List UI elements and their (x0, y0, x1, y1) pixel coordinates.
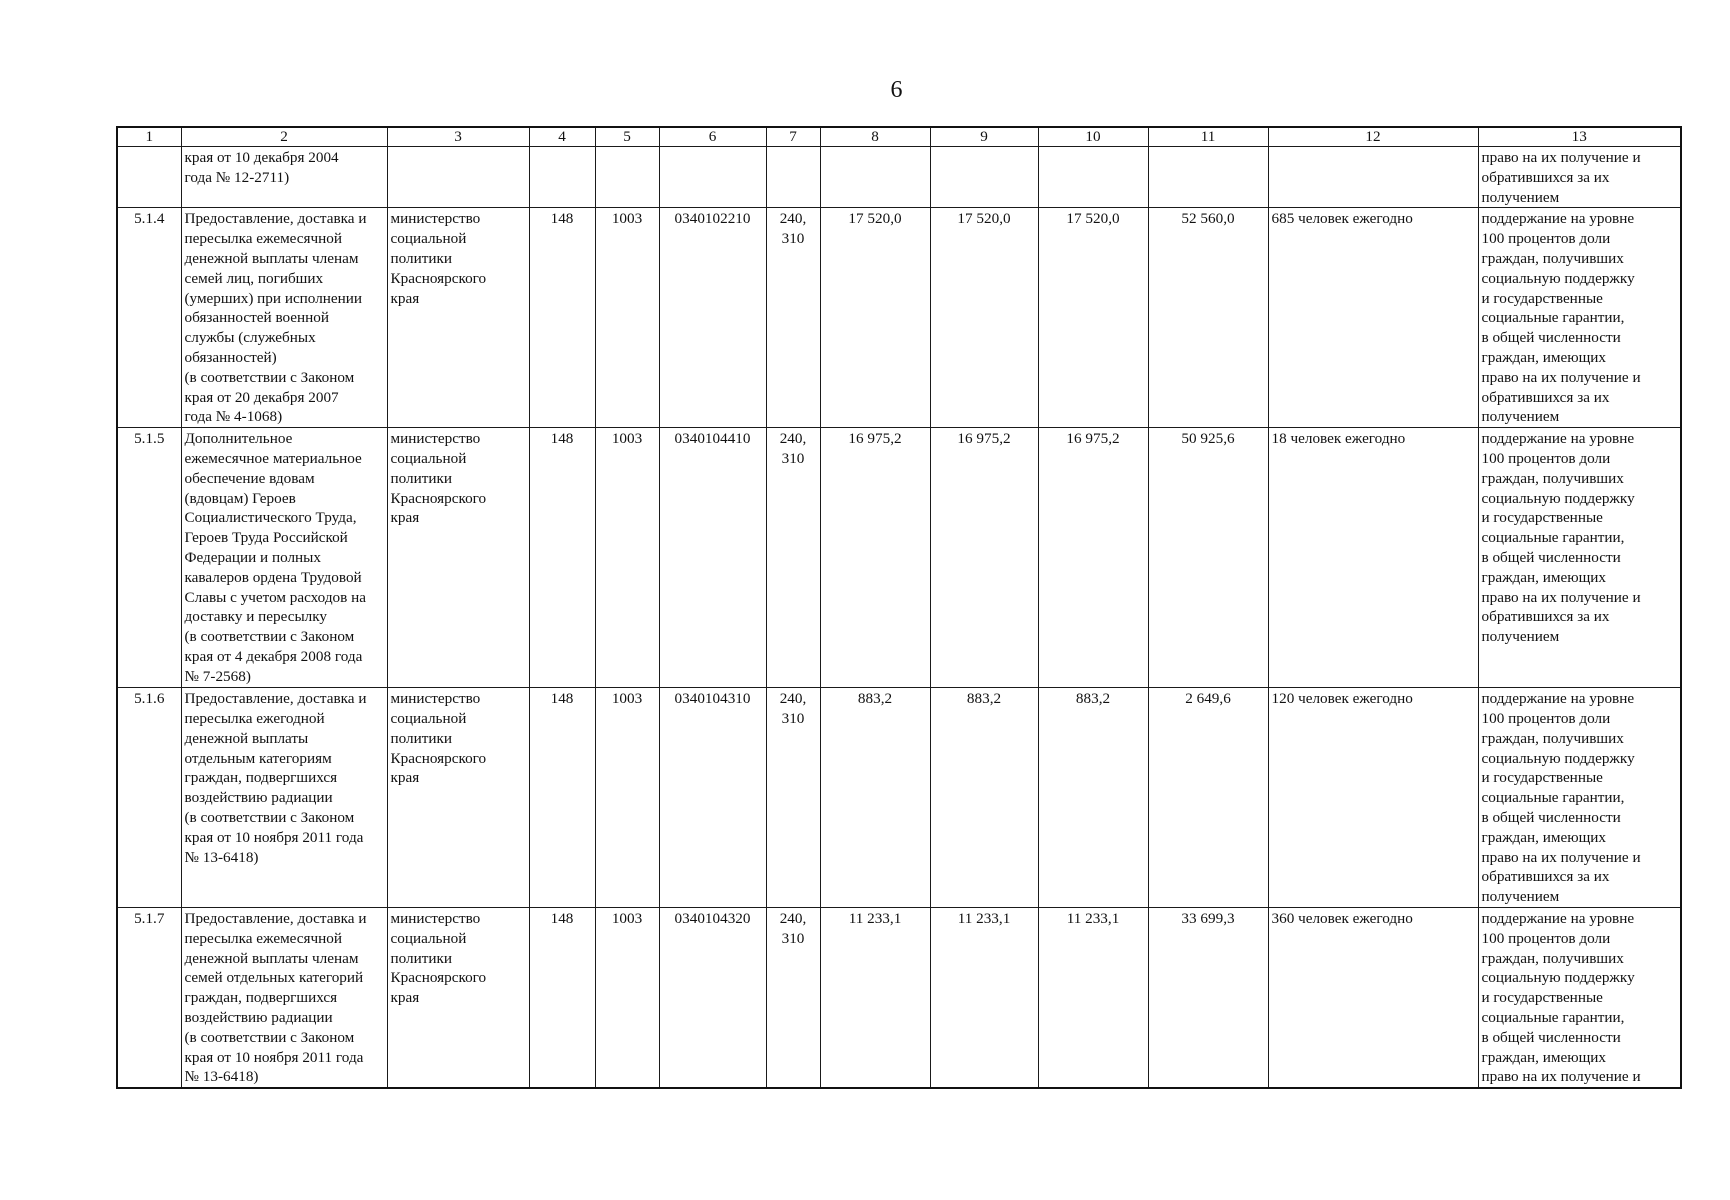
expense-type-code: 240, 310 (766, 907, 820, 1088)
table-row (117, 208, 1681, 428)
table-row (117, 428, 1681, 688)
amount-year-1 (820, 147, 930, 208)
executor: министерство социальной политики Красноярского края (387, 428, 529, 688)
indicator-text: поддержание на уровне 100 процентов доли граждан, получивших социальную поддержку и государственные социальные гарантии, в общей численности граждан, имеющих право на их получение и обратившихся за их получением (1478, 428, 1681, 688)
column-header-3: 3 (387, 127, 529, 147)
amount-year-2: 11 233,1 (930, 907, 1038, 1088)
measure-name: края от 10 декабря 2004 года № 12-2711) (181, 147, 387, 208)
measure-name: Предоставление, доставка и пересылка ежегодной денежной выплаты отдельным категориям граждан, подвергшихся воздействию радиации (в соответствии с Законом края от 10 ноября 2011 года № 13-6418) (181, 688, 387, 908)
executor: министерство социальной политики Красноярского края (387, 688, 529, 908)
expense-type-code: 240, 310 (766, 428, 820, 688)
column-header-9: 9 (930, 127, 1038, 147)
amount-year-2: 883,2 (930, 688, 1038, 908)
amount-year-1: 883,2 (820, 688, 930, 908)
amount-total: 50 925,6 (1148, 428, 1268, 688)
section-code: 1003 (595, 907, 659, 1088)
amount-year-2: 16 975,2 (930, 428, 1038, 688)
column-header-13: 13 (1478, 127, 1681, 147)
item-number: 5.1.5 (117, 428, 181, 688)
measures-table (116, 126, 1682, 1089)
column-header-5: 5 (595, 127, 659, 147)
column-header-4: 4 (529, 127, 595, 147)
expense-type-code: 240, 310 (766, 688, 820, 908)
indicator-text: поддержание на уровне 100 процентов доли граждан, получивших социальную поддержку и государственные социальные гарантии, в общей численности граждан, имеющих право на их получение и обратившихся за их получением (1478, 208, 1681, 428)
measure-name: Предоставление, доставка и пересылка ежемесячной денежной выплаты членам семей отдельных категорий граждан, подвергшихся воздействию радиации (в соответствии с Законом края от 10 ноября 2011 года № 13-6418) (181, 907, 387, 1088)
target-article-code (659, 147, 766, 208)
column-header-8: 8 (820, 127, 930, 147)
item-number: 5.1.7 (117, 907, 181, 1088)
item-number: 5.1.4 (117, 208, 181, 428)
column-number-row (117, 127, 1681, 147)
measure-name: Предоставление, доставка и пересылка ежемесячной денежной выплаты членам семей лиц, погибших (умерших) при исполнении обязанностей военной службы (служебных обязанностей) (в соответствии с Законом края от 20 декабря 2007 года № 4-1068) (181, 208, 387, 428)
column-header-10: 10 (1038, 127, 1148, 147)
amount-year-2: 17 520,0 (930, 208, 1038, 428)
amount-year-3: 17 520,0 (1038, 208, 1148, 428)
section-code: 1003 (595, 428, 659, 688)
executor: министерство социальной политики Красноярского края (387, 907, 529, 1088)
target-article-code: 0340102210 (659, 208, 766, 428)
grbs-code: 148 (529, 428, 595, 688)
table-row (117, 688, 1681, 908)
expected-result: 120 человек ежегодно (1268, 688, 1478, 908)
amount-year-2 (930, 147, 1038, 208)
column-header-1: 1 (117, 127, 181, 147)
amount-year-3: 883,2 (1038, 688, 1148, 908)
table-row (117, 907, 1681, 1088)
column-header-11: 11 (1148, 127, 1268, 147)
indicator-text: право на их получение и обратившихся за их получением (1478, 147, 1681, 208)
column-header-2: 2 (181, 127, 387, 147)
amount-year-3: 16 975,2 (1038, 428, 1148, 688)
indicator-text: поддержание на уровне 100 процентов доли граждан, получивших социальную поддержку и государственные социальные гарантии, в общей численности граждан, имеющих право на их получение и (1478, 907, 1681, 1088)
grbs-code: 148 (529, 688, 595, 908)
column-header-6: 6 (659, 127, 766, 147)
target-article-code: 0340104310 (659, 688, 766, 908)
page-number: 6 (890, 77, 903, 103)
grbs-code: 148 (529, 907, 595, 1088)
amount-year-1: 11 233,1 (820, 907, 930, 1088)
amount-total: 52 560,0 (1148, 208, 1268, 428)
expense-type-code (766, 147, 820, 208)
section-code: 1003 (595, 688, 659, 908)
amount-total (1148, 147, 1268, 208)
column-header-7: 7 (766, 127, 820, 147)
item-number (117, 147, 181, 208)
item-number: 5.1.6 (117, 688, 181, 908)
indicator-text: поддержание на уровне 100 процентов доли граждан, получивших социальную поддержку и государственные социальные гарантии, в общей численности граждан, имеющих право на их получение и обратившихся за их получением (1478, 688, 1681, 908)
grbs-code: 148 (529, 208, 595, 428)
section-code: 1003 (595, 208, 659, 428)
executor: министерство социальной политики Красноярского края (387, 208, 529, 428)
amount-year-1: 17 520,0 (820, 208, 930, 428)
amount-year-1: 16 975,2 (820, 428, 930, 688)
grbs-code (529, 147, 595, 208)
expense-type-code: 240, 310 (766, 208, 820, 428)
executor (387, 147, 529, 208)
target-article-code: 0340104410 (659, 428, 766, 688)
target-article-code: 0340104320 (659, 907, 766, 1088)
expected-result (1268, 147, 1478, 208)
section-code (595, 147, 659, 208)
measure-name: Дополнительное ежемесячное материальное обеспечение вдовам (вдовцам) Героев Социалистического Труда, Героев Труда Российской Федерации и полных кавалеров ордена Трудовой Славы с учетом расходов на доставку и пересылку (в соответствии с Законом края от 4 декабря 2008 года № 7-2568) (181, 428, 387, 688)
expected-result: 685 человек ежегодно (1268, 208, 1478, 428)
expected-result: 18 человек ежегодно (1268, 428, 1478, 688)
amount-year-3: 11 233,1 (1038, 907, 1148, 1088)
expected-result: 360 человек ежегодно (1268, 907, 1478, 1088)
amount-total: 2 649,6 (1148, 688, 1268, 908)
amount-year-3 (1038, 147, 1148, 208)
amount-total: 33 699,3 (1148, 907, 1268, 1088)
column-header-12: 12 (1268, 127, 1478, 147)
table-row (117, 147, 1681, 208)
